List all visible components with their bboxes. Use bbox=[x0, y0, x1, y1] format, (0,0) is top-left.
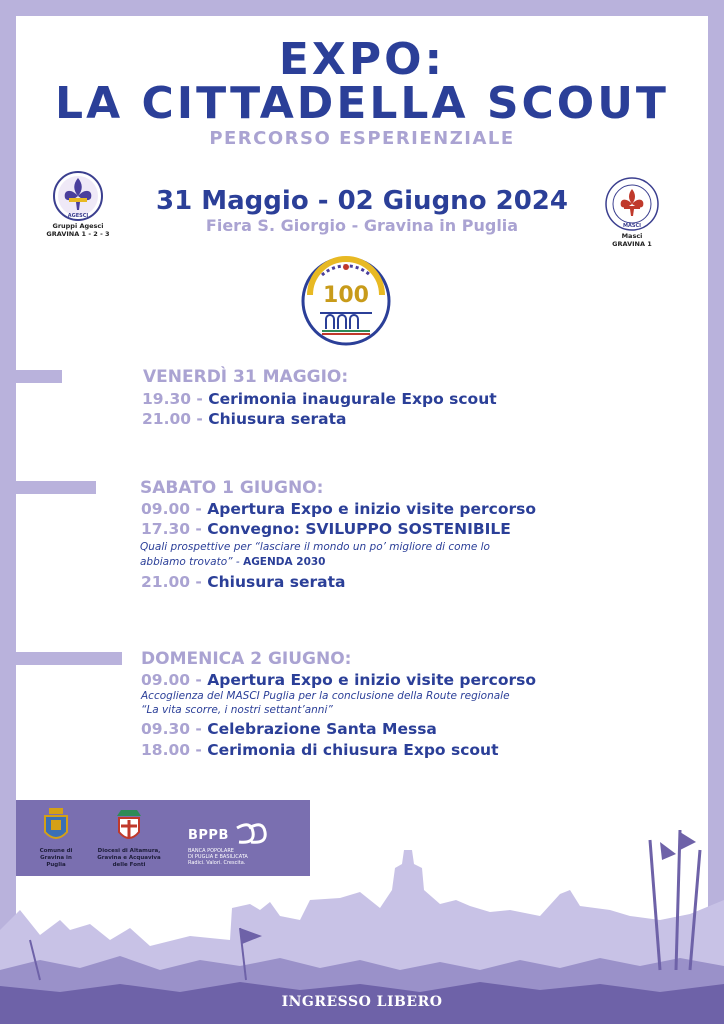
centenary-100-logo-icon bbox=[300, 255, 392, 347]
saturday-note-sep: - bbox=[232, 556, 244, 568]
saturday-note-quote-end: abbiamo trovato” bbox=[140, 556, 233, 568]
comune-caption-2: Gravina in Puglia bbox=[40, 855, 72, 868]
saturday-item-3-sep: - bbox=[190, 573, 208, 591]
saturday-note-agenda: AGENDA 2030 bbox=[243, 556, 326, 568]
sunday-item-1-sep: - bbox=[190, 671, 208, 689]
sunday-item-1-time: 09.00 bbox=[141, 671, 191, 689]
agesci-caption-1: Gruppi Agesci bbox=[52, 222, 104, 230]
saturday-item-1-time: 09.00 bbox=[141, 500, 191, 518]
title-line-2: LA CITTADELLA SCOUT bbox=[55, 78, 669, 129]
bppb-sub-3: Radici. Valori. Crescita. bbox=[188, 860, 246, 866]
subtitle: PERCORSO ESPERIENZIALE bbox=[209, 128, 515, 149]
sunday-item-3-sep: - bbox=[190, 741, 208, 759]
sunday-heading: DOMENICA 2 GIUGNO: bbox=[141, 649, 352, 669]
friday-item-2-time: 21.00 bbox=[142, 410, 192, 428]
friday-item-1-time: 19.30 bbox=[142, 390, 192, 408]
saturday-note-line-2 bbox=[140, 556, 326, 568]
sunday-item-2 bbox=[141, 720, 437, 738]
comune-logo-block bbox=[34, 806, 78, 869]
sunday-item-2-time: 09.30 bbox=[141, 720, 191, 738]
friday-item-2 bbox=[142, 410, 347, 428]
comune-caption-1: Comune di bbox=[39, 848, 73, 854]
bppb-sub-2: DI PUGLIA E BASILICATA bbox=[188, 854, 248, 860]
saturday-accent-bar bbox=[16, 481, 96, 494]
saturday-heading: SABATO 1 GIUGNO: bbox=[140, 478, 324, 498]
saturday-note-line-1: Quali prospettive per “lasciare il mondo un po’ migliore di come lo bbox=[140, 541, 490, 553]
friday-accent-bar bbox=[16, 370, 62, 383]
friday-item-1 bbox=[142, 390, 497, 408]
saturday-item-3 bbox=[141, 573, 346, 591]
diocesi-caption-3: delle Fonti bbox=[112, 862, 146, 868]
masci-caption-2: GRAVINA 1 bbox=[612, 240, 652, 248]
free-entry-footer: INGRESSO LIBERO bbox=[281, 994, 443, 1010]
masci-fleur-de-lis-icon bbox=[604, 176, 660, 232]
saturday-item-1-text: Apertura Expo e inizio visite percorso bbox=[207, 500, 537, 518]
saturday-item-1-sep: - bbox=[190, 500, 208, 518]
sunday-item-3-text: Cerimonia di chiusura Expo scout bbox=[207, 741, 499, 759]
saturday-item-3-time: 21.00 bbox=[141, 573, 191, 591]
saturday-item-2 bbox=[141, 520, 511, 538]
bppb-wave-icon bbox=[233, 822, 269, 848]
agesci-fleur-de-lis-icon bbox=[53, 170, 103, 222]
agesci-caption-2: GRAVINA 1 - 2 - 3 bbox=[46, 230, 110, 238]
agesci-logo-block bbox=[38, 170, 118, 238]
comune-coat-of-arms-icon bbox=[41, 806, 71, 846]
saturday-item-1 bbox=[141, 500, 536, 518]
diocesi-coat-of-arms-icon bbox=[113, 808, 145, 846]
agesci-badge-text: AGESCI bbox=[67, 213, 89, 219]
friday-item-2-sep: - bbox=[191, 410, 209, 428]
sunday-item-2-text: Celebrazione Santa Messa bbox=[207, 720, 437, 738]
bppb-logo-block bbox=[188, 822, 269, 866]
title-line-1: EXPO: bbox=[278, 34, 446, 85]
sunday-note-line-1: Accoglienza del MASCI Puglia per la conclusione della Route regionale bbox=[141, 690, 510, 702]
saturday-item-2-sep: - bbox=[190, 520, 208, 538]
masci-logo-block bbox=[600, 176, 664, 248]
sunday-item-1-text: Apertura Expo e inizio visite percorso bbox=[207, 671, 537, 689]
bppb-name: BPPB bbox=[188, 827, 229, 843]
saturday-item-2-time: 17.30 bbox=[141, 520, 191, 538]
masci-caption-1: Masci bbox=[621, 232, 643, 240]
saturday-item-3-text: Chiusura serata bbox=[207, 573, 346, 591]
diocesi-logo-block bbox=[92, 808, 166, 869]
event-place: Fiera S. Giorgio - Gravina in Puglia bbox=[205, 216, 519, 235]
sunday-item-3-time: 18.00 bbox=[141, 741, 191, 759]
sunday-item-1 bbox=[141, 671, 536, 689]
friday-item-2-text: Chiusura serata bbox=[208, 410, 347, 428]
diocesi-caption-1: Diocesi di Altamura, bbox=[97, 848, 161, 854]
saturday-item-2-text: Convegno: SVILUPPO SOSTENIBILE bbox=[207, 520, 511, 538]
sunday-item-3 bbox=[141, 741, 498, 759]
centenary-number: 100 bbox=[323, 283, 369, 308]
bppb-sub-1: BANCA POPOLARE bbox=[188, 848, 234, 854]
event-dates: 31 Maggio - 02 Giugno 2024 bbox=[156, 186, 568, 216]
sunday-note-line-2: “La vita scorre, i nostri settant’anni” bbox=[141, 704, 333, 716]
friday-item-1-sep: - bbox=[191, 390, 209, 408]
masci-badge-text: MASCI bbox=[623, 223, 641, 229]
sunday-accent-bar bbox=[16, 652, 122, 665]
friday-heading: VENERDÌ 31 MAGGIO: bbox=[143, 367, 349, 387]
sunday-item-2-sep: - bbox=[190, 720, 208, 738]
friday-item-1-text: Cerimonia inaugurale Expo scout bbox=[208, 390, 497, 408]
diocesi-caption-2: Gravina e Acquaviva bbox=[97, 855, 161, 861]
